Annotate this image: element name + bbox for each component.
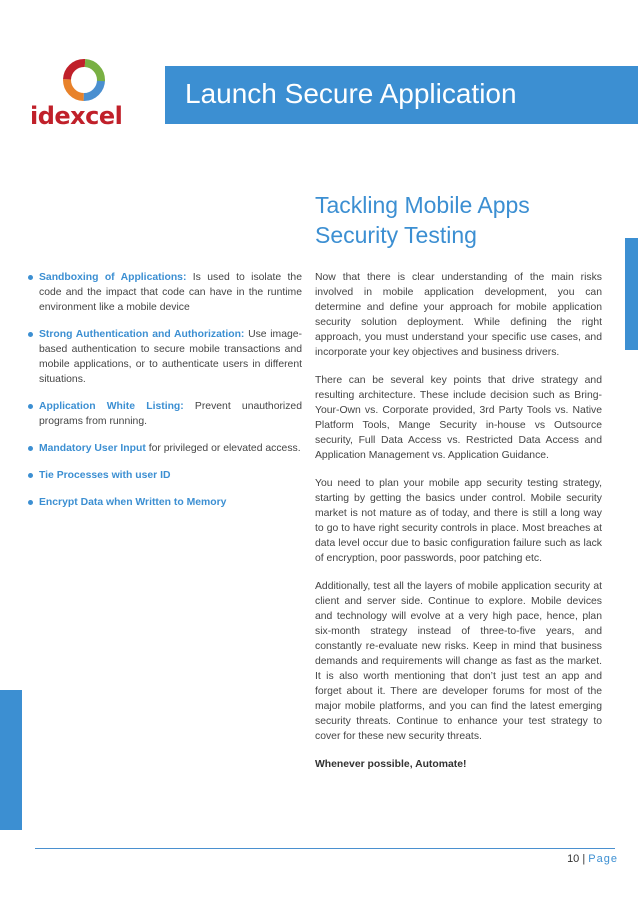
list-item <box>27 441 302 456</box>
page-label: Page <box>588 853 618 865</box>
bullet-lead: Encrypt Data when Written to Memory <box>39 497 227 508</box>
banner-title: Launch Secure Application <box>185 78 517 109</box>
list-item <box>27 327 302 387</box>
bullet-lead: Strong Authentication and Authorization: <box>39 329 245 340</box>
bullet-text: Use image-based authentication to secure mobile transactions and mobile applications, or to authenticate users in different situations. <box>39 329 303 385</box>
page-number: 10 <box>567 853 580 865</box>
page-footer <box>567 853 618 865</box>
bullet-list <box>27 270 302 522</box>
left-side-bar <box>0 690 22 830</box>
logo-swirl-icon <box>60 58 108 102</box>
bullet-text: for privileged or elevated access. <box>145 443 301 454</box>
bullet-lead: Mandatory User Input <box>39 443 146 454</box>
company-logo <box>30 58 170 134</box>
footer-divider <box>35 848 615 849</box>
logo-text: idexcel <box>30 102 123 130</box>
bullet-text: Prevent unauthorized programs from running. <box>39 401 302 427</box>
list-item <box>27 468 302 483</box>
list-item <box>27 399 302 429</box>
bullet-lead: Sandboxing of Applications: <box>39 272 187 283</box>
closing-line: Whenever possible, Automate! <box>315 759 467 770</box>
bullet-lead: Application White Listing: <box>39 401 184 412</box>
bullet-text: Is used to isolate the code and the impact that code can have in the runtime environment like a mobile device <box>39 272 302 313</box>
list-item <box>27 495 302 510</box>
paragraph: There can be several key points that drive strategy and resulting architecture. These include decision such as Bring-Your-Own vs. Corporate provided, 3rd Party Tools vs. Native Platform Tools, Mange Security in-house vs Outsource security, Full Data Access vs. Restricted Data Access and Application Management vs. Application Guidance. <box>315 375 602 461</box>
section-title: Tackling Mobile Apps Security Testing <box>315 192 530 248</box>
bullet-lead: Tie Processes with user ID <box>39 470 171 481</box>
paragraph: Now that there is clear understanding of the main risks involved in mobile application development, you can determine and define your approach for mobile application security solution deployment. While defining the right approach, you must understand your specific use cases, and incorporate your key objectives and business drivers. <box>315 272 602 358</box>
header-banner <box>165 66 638 124</box>
paragraph: You need to plan your mobile app security testing strategy, starting by getting the basics under control. Mobile security market is not mature as of today, and there is still a long way to go to have right security controls in place. Most breaches at data level occur due to basic configuration failure such as lack of encryption, poor passwords, poor patching etc. <box>315 478 602 564</box>
right-side-bar <box>625 238 638 350</box>
body-text <box>315 270 602 785</box>
footer-separator: | <box>582 853 586 865</box>
paragraph: Additionally, test all the layers of mobile application security at client and server side. Continue to explore. Mobile devices and technology will evolve at a very high pace, hence, plan six-month strategy instead of three-to-five years, and constantly re-evaluate new risks. Keep in mind that business demands and requirements will change as fast as the market. It is also worth mentioning that don’t just test an app and forget about it. There are developer forums for most of the major mobile platforms, and you can find the latest emerging security threats. Continue to enhance your test strategy to cover for these new security threats. <box>315 581 602 742</box>
list-item <box>27 270 302 315</box>
